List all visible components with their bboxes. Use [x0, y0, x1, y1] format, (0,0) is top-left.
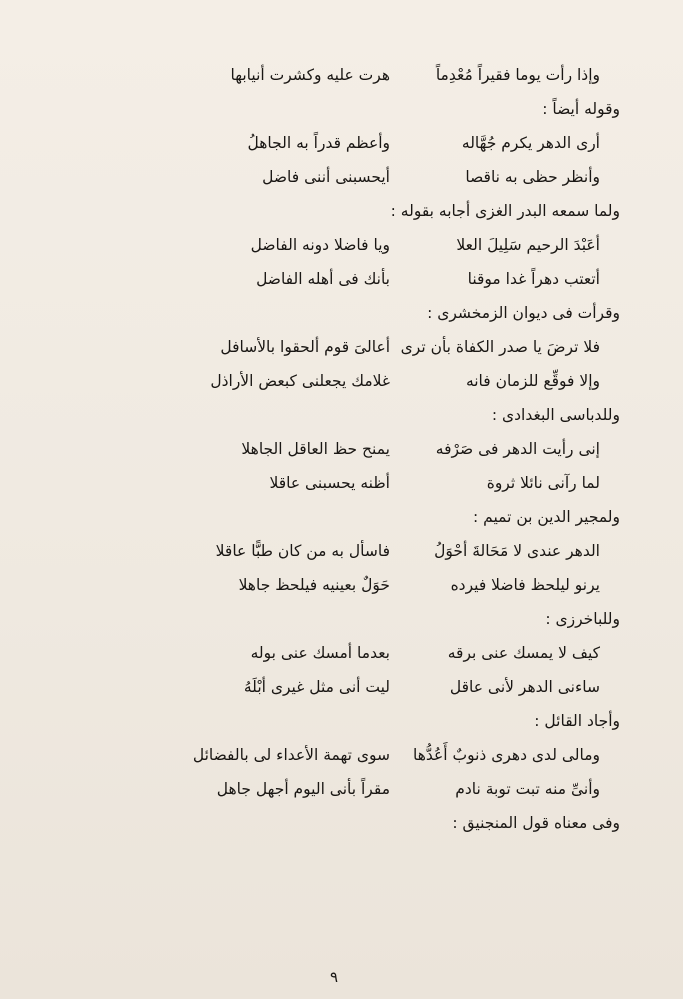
hemistich-second: أعالىَ قوم ألحقوا بالأسافل	[220, 338, 390, 356]
page-number: ٩	[330, 968, 339, 986]
verse-line	[140, 126, 620, 160]
hemistich-first: كيف لا يمسك عنى برقه	[447, 644, 600, 662]
verse-line	[140, 670, 620, 704]
verse-line	[140, 364, 620, 398]
hemistich-first: لما رآنى نائلا ثروة	[486, 474, 600, 492]
text-block	[140, 58, 620, 840]
heading-line: وأجاد القائل :	[534, 712, 620, 730]
hemistich-first: فلا ترضَ يا صدر الكفاة بأن ترى	[400, 338, 600, 356]
verse-line	[140, 738, 620, 772]
verse-line	[140, 228, 620, 262]
hemistich-second: أيحسبنى أننى فاضل	[262, 168, 390, 186]
verse-line	[140, 568, 620, 602]
verse-line	[140, 330, 620, 364]
hemistich-second: يمنح حظ العاقل الجاهلا	[241, 440, 390, 458]
hemistich-second: فاسأل به من كان طبًّا عاقلا	[215, 542, 390, 560]
verse-line	[140, 432, 620, 466]
hemistich-first: أعَبْدَ الرحيم سَلِيلَ العلا	[456, 236, 600, 254]
heading-line: وقوله أيضاً :	[542, 100, 620, 118]
hemistich-first: وأنظر حظى به ناقصا	[465, 168, 600, 186]
hemistich-second: أظنه يحسبنى عاقلا	[269, 474, 390, 492]
hemistich-second: ويا فاضلا دونه الفاضل	[250, 236, 390, 254]
hemistich-first: إنى رأيت الدهر فى صَرْفه	[435, 440, 600, 458]
heading-line: وقرأت فى ديوان الزمخشرى :	[427, 304, 620, 322]
verse-line	[140, 772, 620, 806]
hemistich-first: وإلا فوقِّع للزمان فانه	[465, 372, 600, 390]
verse-line	[140, 58, 620, 92]
heading-line: وللدباسى البغدادى :	[491, 406, 620, 424]
heading-line: وفى معناه قول المنجنيق :	[452, 814, 620, 832]
verse-line	[140, 466, 620, 500]
heading-line: ولما سمعه البدر الغزى أجابه بقوله :	[390, 202, 620, 220]
hemistich-first: وأنىِّ منه تبت توبة نادم	[455, 780, 600, 798]
hemistich-second: وأعظم قدراً به الجاهلُ	[247, 134, 390, 152]
hemistich-second: مقراً بأنى اليوم أجهل جاهل	[216, 780, 390, 798]
hemistich-second: بأنك فى أهله الفاضل	[256, 270, 390, 288]
hemistich-second: هرت عليه وكشرت أنيابها	[230, 66, 390, 84]
hemistich-second: سوى تهمة الأعداء لى بالفضائل	[192, 746, 390, 764]
heading-line: وللباخرزى :	[545, 610, 620, 628]
hemistich-first: وإذا رأت يوما فقيراً مُعْدِماً	[435, 66, 600, 84]
verse-line	[140, 262, 620, 296]
hemistich-first: ساءنى الدهر لأنى عاقل	[449, 678, 600, 696]
hemistich-first: أتعتب دهراً غدا موقنا	[467, 270, 600, 288]
hemistich-second: غلامك يجعلنى كبعض الأراذل	[210, 372, 390, 390]
hemistich-second: حَوَلٌ بعينيه فيلحظ جاهلا	[238, 576, 390, 594]
hemistich-first: أرى الدهر يكرم جُهَّاله	[461, 134, 600, 152]
verse-line	[140, 534, 620, 568]
verse-line	[140, 160, 620, 194]
hemistich-first: يرنو ليلحظ فاضلا فيرده	[450, 576, 600, 594]
hemistich-first: الدهر عندى لا مَحَالةَ أحْوَلُ	[434, 542, 600, 560]
hemistich-second: بعدما أمسك عنى بوله	[250, 644, 390, 662]
heading-line: ولمجير الدين بن تميم :	[473, 508, 620, 526]
hemistich-first: ومالى لدى دهرى ذنوبٌ أَعُدُّها	[412, 746, 600, 764]
hemistich-second: ليت أنى مثل غيرى أبْلَهُ	[243, 678, 390, 696]
verse-line	[140, 636, 620, 670]
